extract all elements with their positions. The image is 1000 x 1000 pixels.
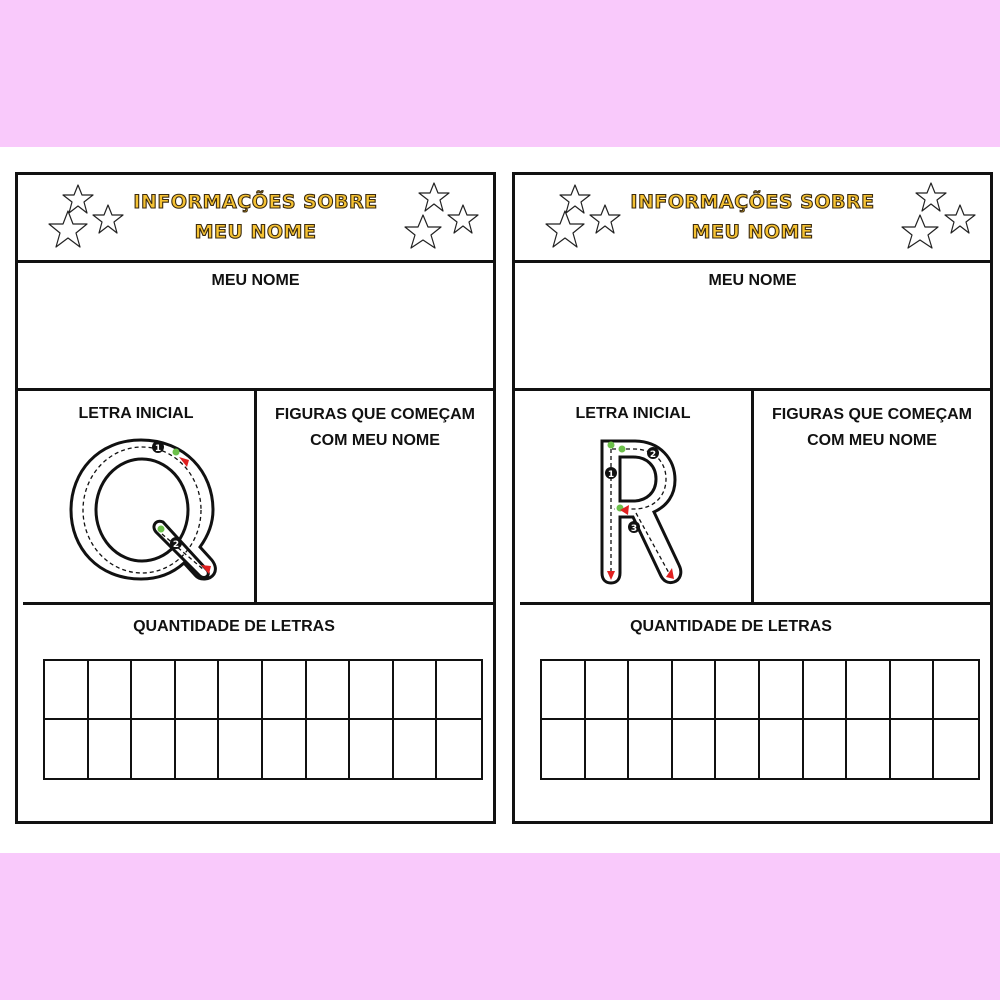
initial-letter-label: LETRA INICIAL: [78, 405, 194, 422]
letter-box[interactable]: [219, 661, 263, 720]
letter-r-tracing-icon: [590, 433, 690, 588]
letter-box[interactable]: [586, 720, 630, 779]
letter-box[interactable]: [89, 661, 133, 720]
letter-box[interactable]: [307, 720, 351, 779]
letter-box[interactable]: [263, 720, 307, 779]
letter-box[interactable]: [350, 661, 394, 720]
figures-label-line2: COM MEU NOME: [310, 432, 440, 449]
letter-box[interactable]: [847, 661, 891, 720]
star-icon: [63, 185, 93, 213]
star-icon: [916, 183, 946, 211]
stroke-number: 3: [630, 524, 638, 534]
top-pink-band: [0, 0, 1000, 147]
header-title-line2: MEU NOME: [194, 221, 317, 243]
letter-box[interactable]: [716, 661, 760, 720]
header-title-line1: INFORMAÇÕES SOBRE: [630, 191, 875, 213]
letter-box[interactable]: [847, 720, 891, 779]
worksheet-r: [512, 172, 993, 824]
initial-letter-label: LETRA INICIAL: [575, 405, 691, 422]
letter-box[interactable]: [176, 720, 220, 779]
letter-box[interactable]: [132, 720, 176, 779]
letter-box[interactable]: [673, 720, 717, 779]
figures-label-line1: FIGURAS QUE COMEÇAM: [772, 406, 972, 423]
letter-box[interactable]: [263, 661, 307, 720]
letter-box[interactable]: [629, 661, 673, 720]
letter-box[interactable]: [176, 661, 220, 720]
letter-box[interactable]: [394, 720, 438, 779]
letter-box[interactable]: [760, 661, 804, 720]
divider: [23, 602, 496, 605]
divider: [520, 602, 993, 605]
letter-box[interactable]: [760, 720, 804, 779]
letter-box[interactable]: [219, 720, 263, 779]
letter-box[interactable]: [934, 661, 978, 720]
letter-count-label: QUANTIDADE DE LETRAS: [133, 618, 335, 635]
letter-count-label: QUANTIDADE DE LETRAS: [630, 618, 832, 635]
star-icon: [945, 205, 975, 233]
letter-box[interactable]: [542, 661, 586, 720]
worksheet-header: [18, 175, 493, 263]
letter-box[interactable]: [804, 661, 848, 720]
star-icon: [546, 211, 584, 247]
worksheet-q: [15, 172, 496, 824]
star-icon: [448, 205, 478, 233]
letter-count-grid: [43, 659, 483, 780]
letter-box[interactable]: [716, 720, 760, 779]
letter-box[interactable]: [394, 661, 438, 720]
letter-box[interactable]: [629, 720, 673, 779]
stroke-number: 1: [154, 444, 162, 454]
star-icon: [560, 185, 590, 213]
letter-box[interactable]: [673, 661, 717, 720]
star-icon: [419, 183, 449, 211]
letter-box[interactable]: [804, 720, 848, 779]
stroke-number: 2: [172, 540, 180, 550]
letter-box[interactable]: [350, 720, 394, 779]
letter-box[interactable]: [437, 661, 481, 720]
letter-box[interactable]: [307, 661, 351, 720]
letter-box[interactable]: [132, 661, 176, 720]
name-section-label: MEU NOME: [708, 272, 797, 289]
star-icon: [902, 215, 938, 248]
stroke-number: 1: [607, 470, 615, 480]
star-icon: [405, 215, 441, 248]
bottom-pink-band: [0, 853, 1000, 1000]
letter-count-grid: [540, 659, 980, 780]
header-title-line1: INFORMAÇÕES SOBRE: [133, 191, 378, 213]
stroke-number: 2: [649, 450, 657, 460]
letter-box[interactable]: [891, 720, 935, 779]
letter-box[interactable]: [89, 720, 133, 779]
letter-box[interactable]: [542, 720, 586, 779]
letter-box[interactable]: [437, 720, 481, 779]
figures-label-line1: FIGURAS QUE COMEÇAM: [275, 406, 475, 423]
letter-box[interactable]: [934, 720, 978, 779]
star-icon: [49, 211, 87, 247]
figures-label-line2: COM MEU NOME: [807, 432, 937, 449]
letter-box[interactable]: [45, 720, 89, 779]
letter-q-tracing-icon: [63, 430, 223, 590]
worksheet-header: [515, 175, 990, 263]
letter-box[interactable]: [586, 661, 630, 720]
name-section-label: MEU NOME: [211, 272, 300, 289]
header-title-line2: MEU NOME: [691, 221, 814, 243]
letter-box[interactable]: [45, 661, 89, 720]
letter-box[interactable]: [891, 661, 935, 720]
